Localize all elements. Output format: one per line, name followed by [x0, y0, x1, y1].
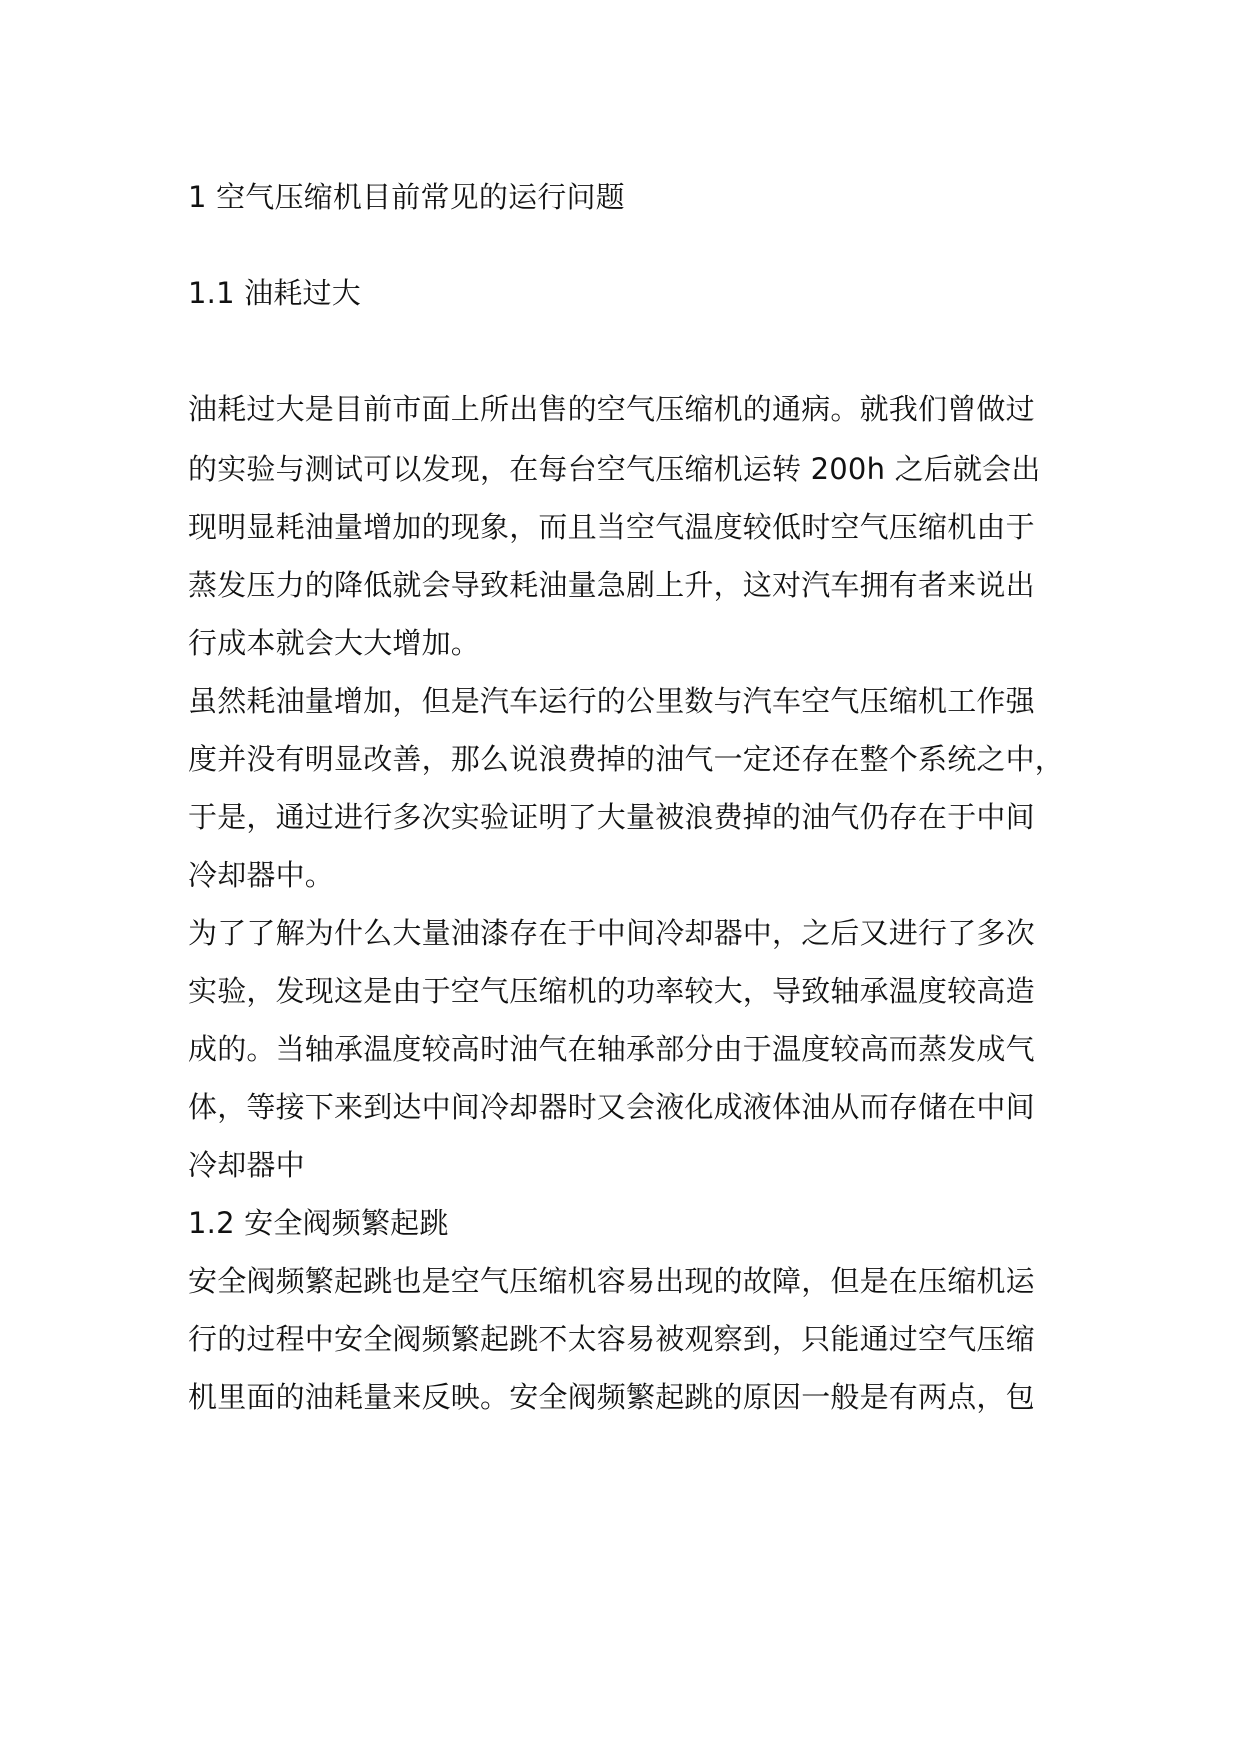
text-line: 蒸发压力的降低就会导致耗油量急剧上升，这对汽车拥有者来说出 [188, 568, 1035, 602]
text-line: 实验，发现这是由于空气压缩机的功率较大，导致轴承温度较高造 [188, 974, 1035, 1008]
subsection-heading: 1.2 安全阀频繁起跳 [188, 1206, 449, 1240]
text-line: 冷却器中 [188, 1148, 305, 1182]
section-heading: 1 空气压缩机目前常见的运行问题 [188, 180, 625, 214]
text-line: 为了了解为什么大量油漆存在于中间冷却器中，之后又进行了多次 [188, 916, 1035, 950]
text-line: 虽然耗油量增加，但是汽车运行的公里数与汽车空气压缩机工作强 [188, 684, 1035, 718]
text-line: 成的。当轴承温度较高时油气在轴承部分由于温度较高而蒸发成气 [188, 1032, 1035, 1066]
text-line: 安全阀频繁起跳也是空气压缩机容易出现的故障，但是在压缩机运 [188, 1264, 1035, 1298]
text-line: 冷却器中。 [188, 858, 335, 892]
text-line: 度并没有明显改善，那么说浪费掉的油气一定还存在整个系统之中， [188, 742, 1065, 776]
text-line: 行的过程中安全阀频繁起跳不太容易被观察到，只能通过空气压缩 [188, 1322, 1035, 1356]
text-line: 于是，通过进行多次实验证明了大量被浪费掉的油气仍存在于中间 [188, 800, 1035, 834]
text-line: 行成本就会大大增加。 [188, 626, 481, 660]
text-line: 的实验与测试可以发现，在每台空气压缩机运转 200h 之后就会出 [188, 452, 1041, 486]
text-line: 油耗过大是目前市面上所出售的空气压缩机的通病。就我们曾做过 [188, 392, 1035, 426]
text-line: 体，等接下来到达中间冷却器时又会液化成液体油从而存储在中间 [188, 1090, 1035, 1124]
text-line: 现明显耗油量增加的现象，而且当空气温度较低时空气压缩机由于 [188, 510, 1035, 544]
text-line: 机里面的油耗量来反映。安全阀频繁起跳的原因一般是有两点，包 [188, 1380, 1035, 1414]
subsection-heading: 1.1 油耗过大 [188, 276, 361, 310]
